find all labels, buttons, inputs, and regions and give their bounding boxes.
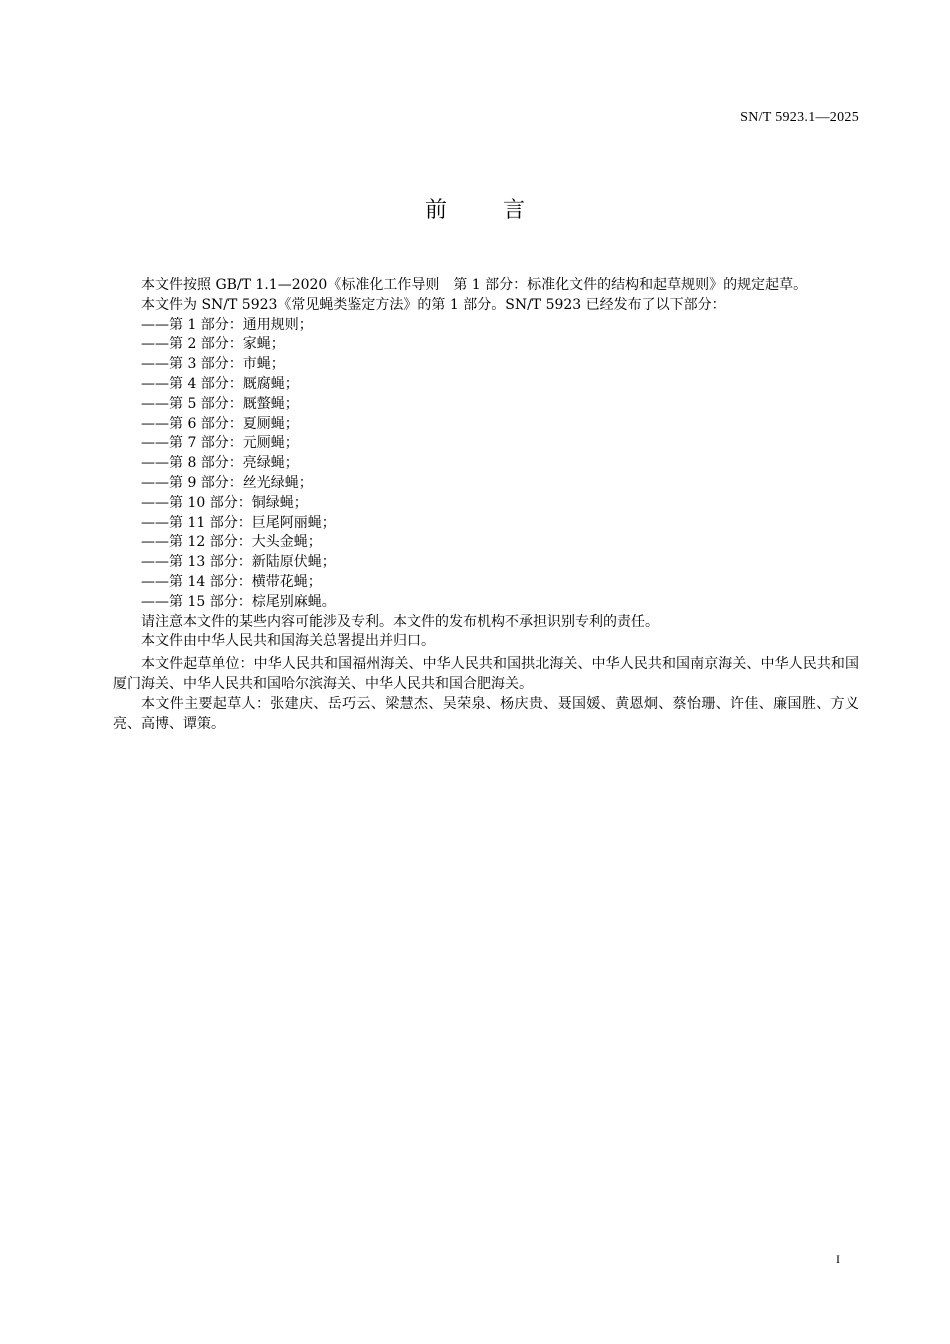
page-title: 前言 (424, 198, 581, 223)
paragraph-drafting-rules: 本文件按照 GB/T 1.1—2020《标准化工作导则 第 1 部分：标准化文件的结构和起草规则》的规定起草。 (141, 277, 808, 293)
paragraph-drafting-units: 本文件起草单位：中华人民共和国福州海关、中华人民共和国拱北海关、中华人民共和国南京海关、中华人民共和国厦门海关、中华人民共和国哈尔滨海关、中华人民共和国合肥海关。 (113, 656, 859, 692)
list-item: ——第 9 部分：丝光绿蝇； (141, 474, 313, 491)
list-item: ——第 4 部分：厩腐蝇； (141, 375, 299, 392)
paragraph-drafters: 本文件主要起草人：张建庆、岳巧云、梁慧杰、吴荣泉、杨庆贵、聂国媛、黄恩炯、蔡怡珊、许佳、廉国胜、方义亮、高博、谭策。 (113, 695, 859, 732)
list-item: ——第 1 部分：通用规则； (141, 316, 313, 333)
list-item: ——第 14 部分：横带花蝇； (141, 573, 322, 590)
list-item: ——第 3 部分：市蝇； (141, 356, 285, 373)
list-item: ——第 11 部分：巨尾阿丽蝇； (141, 514, 336, 531)
list-item: ——第 6 部分：夏厕蝇； (141, 415, 299, 432)
list-item: ——第 12 部分：大头金蝇； (141, 534, 322, 551)
list-item: ——第 7 部分：元厕蝇； (141, 435, 299, 452)
parts-list (113, 316, 859, 613)
list-item: ——第 2 部分：家蝇； (141, 336, 285, 353)
list-item: ——第 8 部分：亮绿蝇； (141, 455, 299, 472)
list-item: ——第 5 部分：厩螫蝇； (141, 395, 299, 412)
document-body (113, 276, 859, 734)
list-item: ——第 15 部分：棕尾别麻蝇。 (141, 593, 336, 610)
page-number: I (836, 1252, 840, 1266)
paragraph-proposer: 本文件由中华人民共和国海关总署提出并归口。 (141, 633, 435, 650)
paragraph-series-info: 本文件为 SN/T 5923《常见蝇类鉴定方法》的第 1 部分。SN/T 5923 已经发布了以下部分： (141, 296, 726, 313)
document-code: SN/T 5923.1—2025 (740, 110, 859, 125)
list-item: ——第 13 部分：新陆原伏蝇； (141, 554, 336, 571)
paragraph-patent-notice: 请注意本文件的某些内容可能涉及专利。本文件的发布机构不承担识别专利的责任。 (141, 613, 659, 630)
list-item: ——第 10 部分：铜绿蝇； (141, 494, 308, 511)
